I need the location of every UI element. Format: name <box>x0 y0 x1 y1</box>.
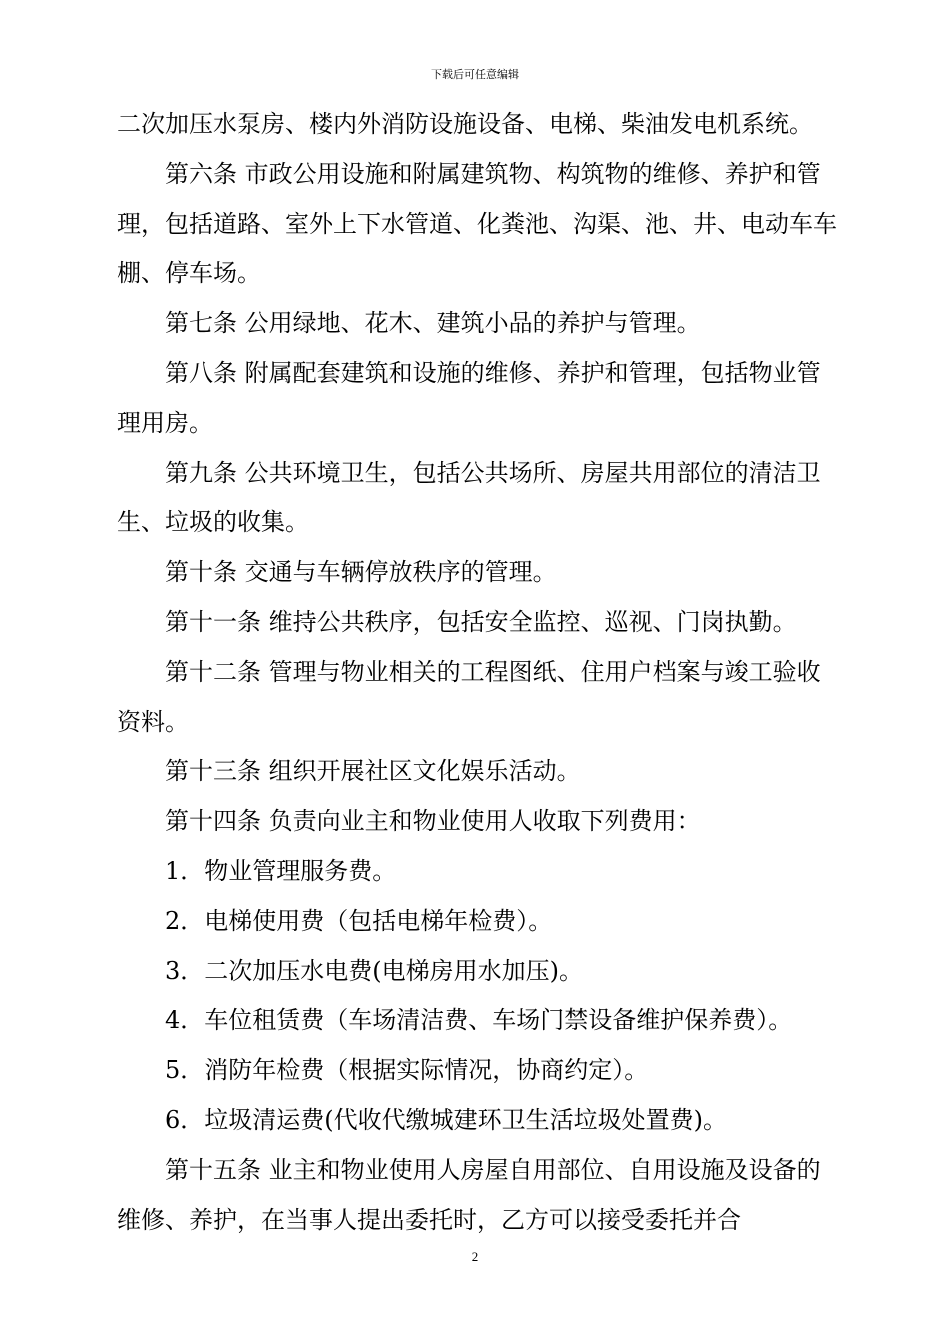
article-7: 第七条 公用绿地、花木、建筑小品的养护与管理。 <box>165 309 701 338</box>
fee-item: 4．车位租赁费（车场清洁费、车场门禁设备维护保养费）。 <box>165 1006 793 1035</box>
article-11: 第十一条 维持公共秩序，包括安全监控、巡视、门岗执勤。 <box>165 607 797 636</box>
article-12: 第十二条 管理与物业相关的工程图纸、住用户档案与竣工验收资料。 <box>117 657 821 736</box>
fee-item: 2．电梯使用费（包括电梯年检费）。 <box>165 906 553 935</box>
fee-item: 5．消防年检费（根据实际情况，协商约定）。 <box>165 1056 649 1085</box>
article-15: 第十五条 业主和物业使用人房屋自用部位、自用设施及设备的维修、养护，在当事人提出委托时，乙方可以接受委托并合 <box>117 1155 821 1234</box>
page-header-note: 下载后可任意编辑 <box>431 68 519 81</box>
article-14: 第十四条 负责向业主和物业使用人收取下列费用： <box>165 807 701 836</box>
article-13: 第十三条 组织开展社区文化娱乐活动。 <box>165 757 581 786</box>
paragraph-continuation: 二次加压水泵房、楼内外消防设施设备、电梯、柴油发电机系统。 <box>117 110 813 138</box>
article-9: 第九条 公共环境卫生，包括公共场所、房屋共用部位的清洁卫生、垃圾的收集。 <box>117 458 821 537</box>
fee-item: 1．物业管理服务费。 <box>165 856 397 885</box>
article-8: 第八条 附属配套建筑和设施的维修、养护和管理，包括物业管理用房。 <box>117 358 821 437</box>
article-10: 第十条 交通与车辆停放秩序的管理。 <box>165 558 557 587</box>
document-body <box>117 100 837 1245</box>
fee-item: 3．二次加压水电费(电梯房用水加压)。 <box>165 956 583 985</box>
page-number: 2 <box>471 1249 479 1264</box>
article-6: 第六条 市政公用设施和附属建筑物、构筑物的维修、养护和管理，包括道路、室外上下水管道、化粪池、沟渠、池、井、电动车车棚、停车场。 <box>117 159 837 288</box>
fee-item: 6．垃圾清运费(代收代缴城建环卫生活垃圾处置费)。 <box>165 1105 727 1134</box>
